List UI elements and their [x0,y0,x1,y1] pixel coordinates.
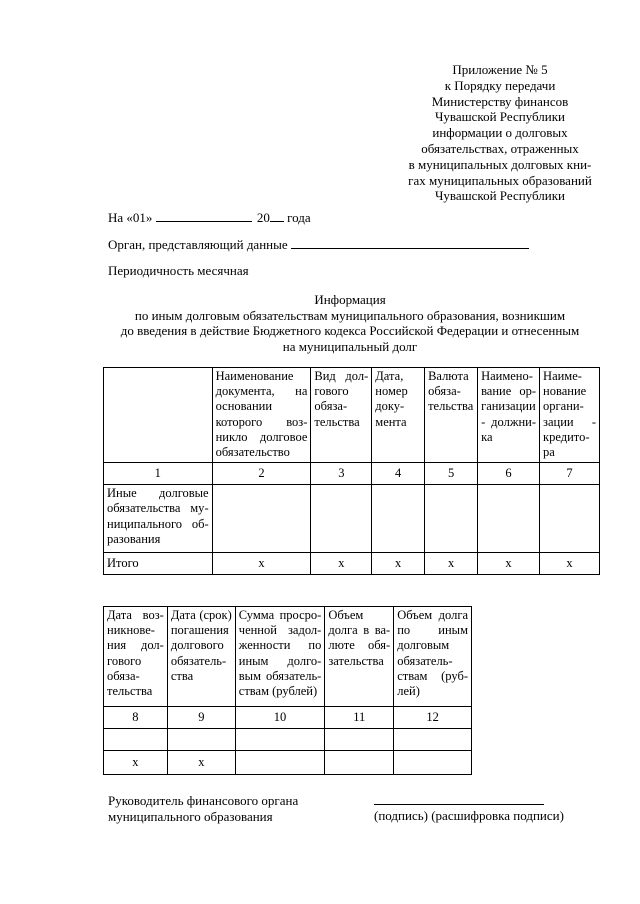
table2-empty-cell[interactable] [325,751,394,775]
document-title [100,292,600,354]
table1-empty-cell[interactable] [311,485,372,553]
table1-empty-cell[interactable] [478,485,540,553]
table1-number-cell: 3 [311,463,372,485]
x-mark: х [311,553,372,575]
table2-header-row [104,607,472,707]
table1-header-cell: Наименование организации - кредитора [540,368,600,463]
appendix-line: информации о долговых [432,125,568,141]
x-mark: х [478,553,540,575]
table2-empty-cell[interactable] [167,729,235,751]
organ-line [108,236,529,253]
table2-number-cell: 10 [235,707,325,729]
title-line: на муниципальный долг [282,338,418,354]
table1-empty-cell[interactable] [372,485,425,553]
appendix-line: обязательствах, отраженных [421,140,579,156]
table1-header-row [104,368,600,463]
table2-header-cell: Сумма просроченной задолженности по иным долговым обязательствам (рублей) [235,607,325,707]
table1-header-cell [104,368,213,463]
appendix-header [400,62,600,204]
signature-field[interactable] [374,804,544,805]
table1-number-cell: 1 [104,463,213,485]
table1-number-cell: 7 [540,463,600,485]
date-year-field[interactable] [270,209,284,222]
date-month-field[interactable] [156,209,252,222]
table2-header-cell: Объем долга по иным долговым обязательствам (рублей) [394,607,472,707]
appendix-line: к Порядку передачи [444,77,556,93]
table1-number-cell: 6 [478,463,540,485]
organ-field[interactable] [291,236,529,249]
date-year-prefix: 20 [256,210,270,225]
signature-caption: (подпись) (расшифровка подписи) [374,808,564,823]
appendix-line: Чувашской Республики [434,188,566,204]
table2-empty-cell[interactable] [235,751,325,775]
title-line: по иным долговым обязательствам муниципального образования, возникшим [134,307,566,323]
row-other-label: Иные долговые обязательства муниципального образования [104,485,213,553]
appendix-line: гах муниципальных образований [408,172,592,188]
x-mark: х [540,553,600,575]
table2-empty-row [104,729,472,751]
signature-title-line1: Руководитель финансового органа [108,793,299,808]
table2-empty-cell[interactable] [325,729,394,751]
table2-number-cell: 8 [104,707,168,729]
table2-total-row [104,751,472,775]
appendix-line: Приложение № 5 [452,62,548,77]
title-line: Информация [314,292,386,307]
row-total-label: Итого [104,553,213,575]
table1-header-cell: Вид долгового обязательства [311,368,372,463]
table1-header-cell: Наименование документа, на основании которого возникло долговое обязательство [212,368,311,463]
appendix-line: Чувашской Республики [434,109,566,125]
appendix-line: Министерству финансов [431,93,569,109]
title-line: до введения в действие Бюджетного кодекса Российской Федерации и отнесенным [120,323,580,339]
table2-empty-cell[interactable] [235,729,325,751]
table2-number-row [104,707,472,729]
date-year-suffix: года [287,210,311,225]
table2-number-cell: 12 [394,707,472,729]
table2-empty-cell[interactable] [104,729,168,751]
table1-number-cell: 2 [212,463,311,485]
table2-number-cell: 11 [325,707,394,729]
table1-number-row [104,463,600,485]
date-prefix: На «01» [108,210,153,225]
table-obligation-details [103,606,472,775]
x-mark: х [372,553,425,575]
periodicity-line: Периодичность месячная [108,263,249,278]
table1-header-cell: Валюта обязательства [425,368,478,463]
appendix-line: в муниципальных долговых кни- [408,156,592,172]
table2-number-cell: 9 [167,707,235,729]
x-mark: х [212,553,311,575]
date-line [108,209,311,226]
x-mark: х [104,751,168,775]
table2-header-cell: Объем долга в валюте обязательства [325,607,394,707]
x-mark: х [425,553,478,575]
table1-empty-cell[interactable] [425,485,478,553]
table2-empty-cell[interactable] [394,729,472,751]
signature-title-line2: муниципального образования [108,809,273,824]
table2-header-cell: Дата возникновения долгового обязательства [104,607,168,707]
table2-empty-cell[interactable] [394,751,472,775]
table2-header-cell: Дата (срок) погашения долгового обязательства [167,607,235,707]
table1-header-cell: Дата, номер документа [372,368,425,463]
table1-row-other [104,485,600,553]
x-mark: х [167,751,235,775]
table-obligations [103,367,600,575]
table1-empty-cell[interactable] [212,485,311,553]
table1-row-total [104,553,600,575]
table1-empty-cell[interactable] [540,485,600,553]
table1-number-cell: 4 [372,463,425,485]
organ-label: Орган, представляющий данные [108,237,288,252]
table1-number-cell: 5 [425,463,478,485]
table1-header-cell: Наименование организации - должника [478,368,540,463]
